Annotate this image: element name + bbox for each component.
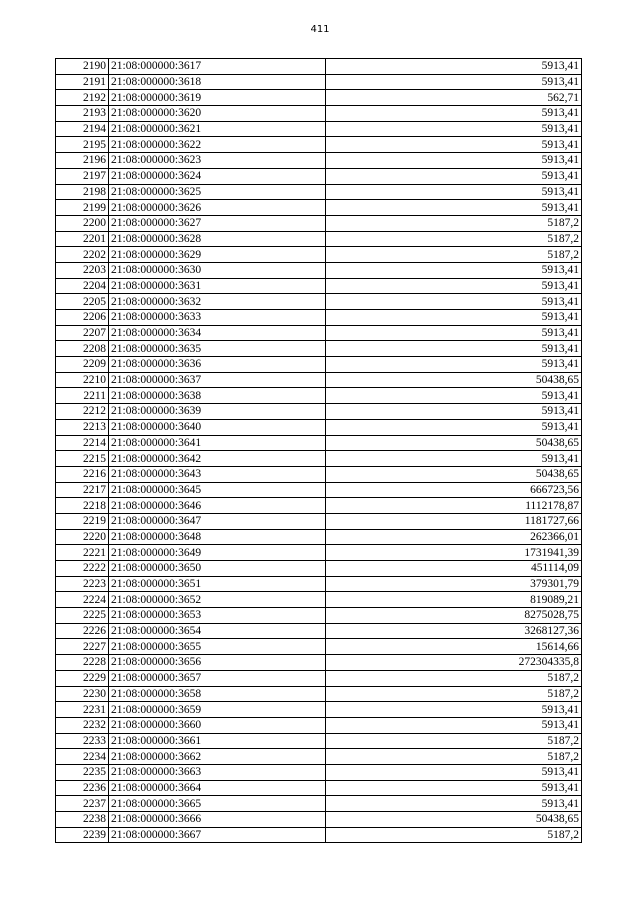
row-number-cell: 2233 [56, 733, 109, 749]
cadastral-number-cell: 21:08:000000:3663 [109, 764, 326, 780]
value-cell: 5187,2 [326, 215, 582, 231]
cadastral-number-cell: 21:08:000000:3630 [109, 262, 326, 278]
value-cell: 819089,21 [326, 592, 582, 608]
cadastral-number-cell: 21:08:000000:3625 [109, 184, 326, 200]
cadastral-number-cell: 21:08:000000:3662 [109, 749, 326, 765]
row-number-cell: 2219 [56, 513, 109, 529]
table-row [56, 529, 582, 545]
table-row [56, 90, 582, 106]
row-number-cell: 2209 [56, 357, 109, 373]
value-cell: 1181727,66 [326, 513, 582, 529]
table-row [56, 325, 582, 341]
table-row [56, 184, 582, 200]
value-cell: 5913,41 [326, 59, 582, 75]
value-cell: 5913,41 [326, 388, 582, 404]
value-cell: 5913,41 [326, 764, 582, 780]
value-cell: 5913,41 [326, 717, 582, 733]
row-number-cell: 2215 [56, 451, 109, 467]
cadastral-number-cell: 21:08:000000:3654 [109, 623, 326, 639]
cadastral-number-cell: 21:08:000000:3637 [109, 372, 326, 388]
table-row [56, 247, 582, 263]
value-cell: 5187,2 [326, 670, 582, 686]
value-cell: 15614,66 [326, 639, 582, 655]
value-cell: 5913,41 [326, 310, 582, 326]
value-cell: 5913,41 [326, 121, 582, 137]
value-cell: 5913,41 [326, 200, 582, 216]
page-number: 411 [310, 24, 330, 35]
table-row [56, 310, 582, 326]
table-row [56, 482, 582, 498]
row-number-cell: 2191 [56, 74, 109, 90]
row-number-cell: 2237 [56, 796, 109, 812]
row-number-cell: 2217 [56, 482, 109, 498]
cadastral-number-cell: 21:08:000000:3619 [109, 90, 326, 106]
row-number-cell: 2221 [56, 545, 109, 561]
row-number-cell: 2192 [56, 90, 109, 106]
table-row [56, 106, 582, 122]
value-cell: 50438,65 [326, 466, 582, 482]
cadastral-number-cell: 21:08:000000:3640 [109, 419, 326, 435]
value-cell: 5913,41 [326, 137, 582, 153]
row-number-cell: 2220 [56, 529, 109, 545]
row-number-cell: 2201 [56, 231, 109, 247]
row-number-cell: 2213 [56, 419, 109, 435]
row-number-cell: 2210 [56, 372, 109, 388]
cadastral-number-cell: 21:08:000000:3620 [109, 106, 326, 122]
cadastral-number-cell: 21:08:000000:3666 [109, 812, 326, 828]
table-row [56, 372, 582, 388]
row-number-cell: 2194 [56, 121, 109, 137]
cadastral-number-cell: 21:08:000000:3631 [109, 278, 326, 294]
cadastral-number-cell: 21:08:000000:3650 [109, 561, 326, 577]
table-row [56, 357, 582, 373]
value-cell: 5913,41 [326, 419, 582, 435]
table-row [56, 812, 582, 828]
value-cell: 5913,41 [326, 357, 582, 373]
row-number-cell: 2231 [56, 702, 109, 718]
table-row [56, 419, 582, 435]
table-row [56, 215, 582, 231]
row-number-cell: 2205 [56, 294, 109, 310]
cadastral-number-cell: 21:08:000000:3622 [109, 137, 326, 153]
value-cell: 5913,41 [326, 106, 582, 122]
value-cell: 5187,2 [326, 231, 582, 247]
table-row [56, 294, 582, 310]
cadastral-number-cell: 21:08:000000:3623 [109, 153, 326, 169]
row-number-cell: 2230 [56, 686, 109, 702]
cadastral-number-cell: 21:08:000000:3658 [109, 686, 326, 702]
value-cell: 3268127,36 [326, 623, 582, 639]
value-cell: 50438,65 [326, 435, 582, 451]
cadastral-number-cell: 21:08:000000:3657 [109, 670, 326, 686]
cadastral-number-cell: 21:08:000000:3667 [109, 827, 326, 843]
row-number-cell: 2232 [56, 717, 109, 733]
value-cell: 5187,2 [326, 247, 582, 263]
table-row [56, 670, 582, 686]
row-number-cell: 2199 [56, 200, 109, 216]
table-row [56, 686, 582, 702]
row-number-cell: 2224 [56, 592, 109, 608]
cadastral-number-cell: 21:08:000000:3645 [109, 482, 326, 498]
row-number-cell: 2211 [56, 388, 109, 404]
row-number-cell: 2204 [56, 278, 109, 294]
cadastral-number-cell: 21:08:000000:3653 [109, 608, 326, 624]
cadastral-number-cell: 21:08:000000:3665 [109, 796, 326, 812]
cadastral-number-cell: 21:08:000000:3632 [109, 294, 326, 310]
value-cell: 8275028,75 [326, 608, 582, 624]
row-number-cell: 2235 [56, 764, 109, 780]
table-row [56, 74, 582, 90]
cadastral-number-cell: 21:08:000000:3617 [109, 59, 326, 75]
table-row [56, 451, 582, 467]
cadastral-number-cell: 21:08:000000:3659 [109, 702, 326, 718]
value-cell: 5913,41 [326, 796, 582, 812]
table-row [56, 168, 582, 184]
value-cell: 5187,2 [326, 827, 582, 843]
cadastral-number-cell: 21:08:000000:3656 [109, 655, 326, 671]
row-number-cell: 2193 [56, 106, 109, 122]
table-row [56, 121, 582, 137]
table-row [56, 749, 582, 765]
value-cell: 666723,56 [326, 482, 582, 498]
row-number-cell: 2223 [56, 576, 109, 592]
table-row [56, 341, 582, 357]
value-cell: 262366,01 [326, 529, 582, 545]
table-row [56, 764, 582, 780]
table-row [56, 733, 582, 749]
value-cell: 5913,41 [326, 74, 582, 90]
value-cell: 5913,41 [326, 702, 582, 718]
value-cell: 50438,65 [326, 372, 582, 388]
cadastral-number-cell: 21:08:000000:3633 [109, 310, 326, 326]
cadastral-number-cell: 21:08:000000:3647 [109, 513, 326, 529]
value-cell: 5913,41 [326, 294, 582, 310]
cadastral-number-cell: 21:08:000000:3655 [109, 639, 326, 655]
row-number-cell: 2234 [56, 749, 109, 765]
table-row [56, 576, 582, 592]
cadastral-number-cell: 21:08:000000:3660 [109, 717, 326, 733]
row-number-cell: 2208 [56, 341, 109, 357]
row-number-cell: 2225 [56, 608, 109, 624]
cadastral-number-cell: 21:08:000000:3652 [109, 592, 326, 608]
row-number-cell: 2207 [56, 325, 109, 341]
table-row [56, 608, 582, 624]
value-cell: 1112178,87 [326, 498, 582, 514]
table-row [56, 498, 582, 514]
value-cell: 379301,79 [326, 576, 582, 592]
table-row [56, 717, 582, 733]
cadastral-number-cell: 21:08:000000:3634 [109, 325, 326, 341]
table-row [56, 639, 582, 655]
table-row [56, 655, 582, 671]
table-body [56, 59, 582, 843]
cadastral-number-cell: 21:08:000000:3649 [109, 545, 326, 561]
row-number-cell: 2214 [56, 435, 109, 451]
row-number-cell: 2229 [56, 670, 109, 686]
row-number-cell: 2200 [56, 215, 109, 231]
value-cell: 5187,2 [326, 749, 582, 765]
cadastral-number-cell: 21:08:000000:3621 [109, 121, 326, 137]
value-cell: 5187,2 [326, 733, 582, 749]
cadastral-value-table [55, 58, 582, 843]
row-number-cell: 2197 [56, 168, 109, 184]
cadastral-number-cell: 21:08:000000:3636 [109, 357, 326, 373]
cadastral-number-cell: 21:08:000000:3639 [109, 404, 326, 420]
cadastral-number-cell: 21:08:000000:3643 [109, 466, 326, 482]
table-row [56, 513, 582, 529]
row-number-cell: 2228 [56, 655, 109, 671]
table-row [56, 623, 582, 639]
row-number-cell: 2222 [56, 561, 109, 577]
table-row [56, 796, 582, 812]
table-row [56, 435, 582, 451]
value-cell: 5913,41 [326, 341, 582, 357]
value-cell: 451114,09 [326, 561, 582, 577]
cadastral-number-cell: 21:08:000000:3664 [109, 780, 326, 796]
table-row [56, 59, 582, 75]
cadastral-number-cell: 21:08:000000:3635 [109, 341, 326, 357]
row-number-cell: 2227 [56, 639, 109, 655]
cadastral-number-cell: 21:08:000000:3628 [109, 231, 326, 247]
value-cell: 562,71 [326, 90, 582, 106]
cadastral-number-cell: 21:08:000000:3641 [109, 435, 326, 451]
cadastral-number-cell: 21:08:000000:3627 [109, 215, 326, 231]
value-cell: 5913,41 [326, 451, 582, 467]
row-number-cell: 2195 [56, 137, 109, 153]
table-row [56, 137, 582, 153]
cadastral-number-cell: 21:08:000000:3618 [109, 74, 326, 90]
row-number-cell: 2238 [56, 812, 109, 828]
cadastral-number-cell: 21:08:000000:3651 [109, 576, 326, 592]
table-row [56, 278, 582, 294]
cadastral-number-cell: 21:08:000000:3629 [109, 247, 326, 263]
value-cell: 272304335,8 [326, 655, 582, 671]
row-number-cell: 2216 [56, 466, 109, 482]
table-row [56, 561, 582, 577]
value-cell: 5913,41 [326, 168, 582, 184]
value-cell: 5913,41 [326, 184, 582, 200]
value-cell: 5913,41 [326, 780, 582, 796]
cadastral-number-cell: 21:08:000000:3638 [109, 388, 326, 404]
row-number-cell: 2203 [56, 262, 109, 278]
table-row [56, 592, 582, 608]
row-number-cell: 2196 [56, 153, 109, 169]
table-row [56, 262, 582, 278]
row-number-cell: 2218 [56, 498, 109, 514]
table-row [56, 388, 582, 404]
table-row [56, 200, 582, 216]
table-row [56, 827, 582, 843]
table-row [56, 231, 582, 247]
row-number-cell: 2198 [56, 184, 109, 200]
row-number-cell: 2202 [56, 247, 109, 263]
table-row [56, 780, 582, 796]
value-cell: 5913,41 [326, 404, 582, 420]
cadastral-number-cell: 21:08:000000:3626 [109, 200, 326, 216]
table-row [56, 404, 582, 420]
value-cell: 50438,65 [326, 812, 582, 828]
row-number-cell: 2212 [56, 404, 109, 420]
value-cell: 5913,41 [326, 153, 582, 169]
row-number-cell: 2206 [56, 310, 109, 326]
value-cell: 5913,41 [326, 278, 582, 294]
row-number-cell: 2190 [56, 59, 109, 75]
table-row [56, 545, 582, 561]
table-row [56, 702, 582, 718]
value-cell: 1731941,39 [326, 545, 582, 561]
cadastral-number-cell: 21:08:000000:3648 [109, 529, 326, 545]
table-row [56, 153, 582, 169]
cadastral-number-cell: 21:08:000000:3661 [109, 733, 326, 749]
cadastral-number-cell: 21:08:000000:3646 [109, 498, 326, 514]
row-number-cell: 2236 [56, 780, 109, 796]
row-number-cell: 2226 [56, 623, 109, 639]
cadastral-number-cell: 21:08:000000:3624 [109, 168, 326, 184]
value-cell: 5913,41 [326, 262, 582, 278]
row-number-cell: 2239 [56, 827, 109, 843]
cadastral-number-cell: 21:08:000000:3642 [109, 451, 326, 467]
value-cell: 5187,2 [326, 686, 582, 702]
value-cell: 5913,41 [326, 325, 582, 341]
table-row [56, 466, 582, 482]
